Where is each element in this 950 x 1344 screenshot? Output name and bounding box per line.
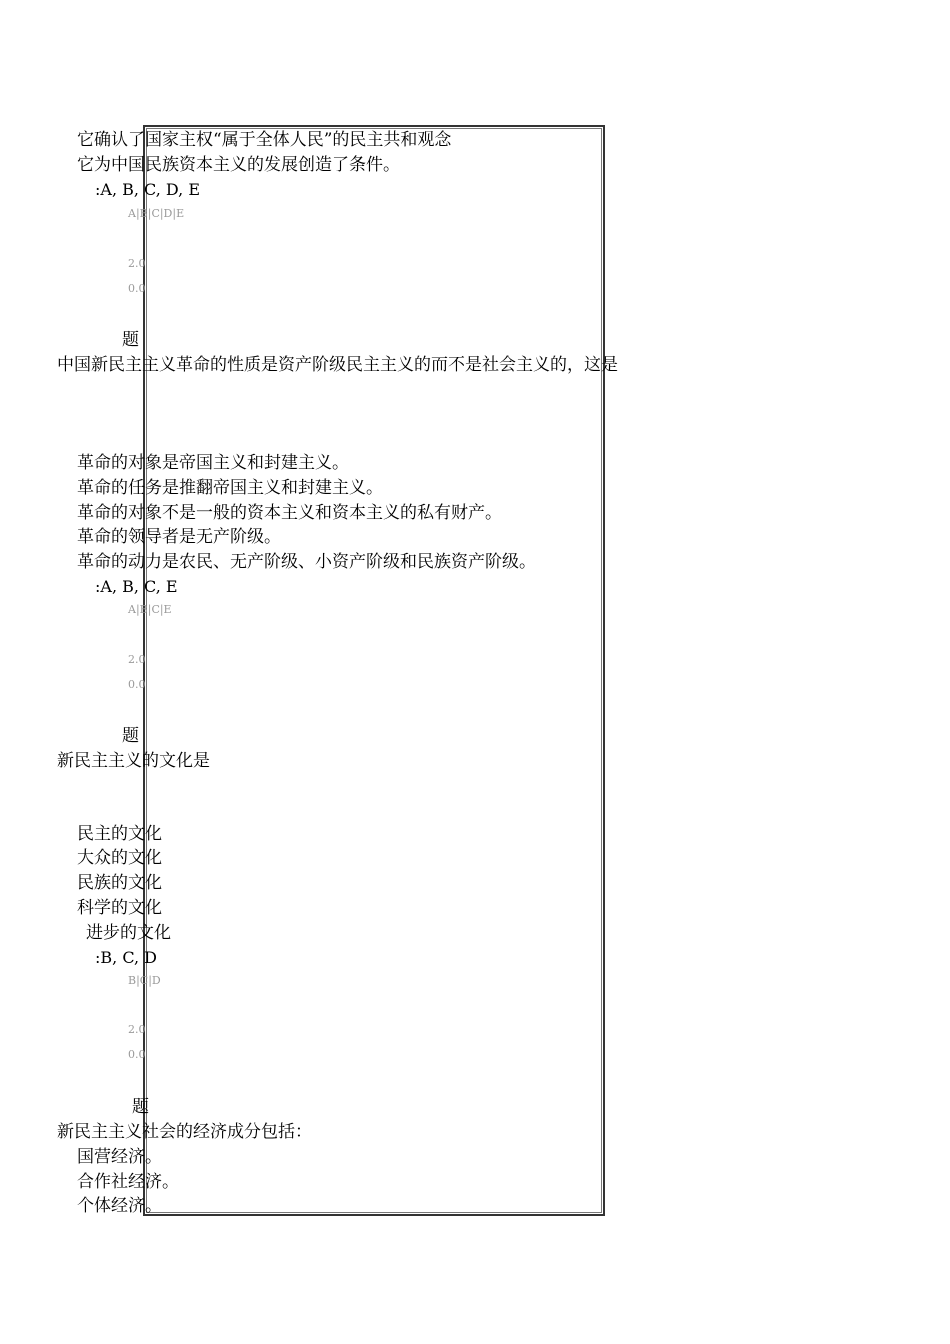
option-text: 个体经济。: [77, 1196, 162, 1216]
option-text: 科学的文化: [77, 898, 162, 918]
question-heading: 题: [122, 330, 139, 350]
answer-key: :A, B, C, E: [95, 577, 178, 596]
score-value: 2.0: [128, 653, 146, 666]
question-text: 中国新民主主义革命的性质是资产阶级民主主义的而不是社会主义的，这是: [57, 355, 618, 375]
answer-key: :B, C, D: [95, 948, 157, 967]
question-text: 新民主主义社会的经济成分包括：: [57, 1122, 312, 1142]
option-text: 民主的文化: [77, 824, 162, 844]
option-text: 进步的文化: [86, 923, 171, 943]
choice-list: A|B|C|E: [128, 603, 172, 616]
option-text: 革命的动力是农民、无产阶级、小资产阶级和民族资产阶级。: [77, 552, 536, 572]
answer-key: :A, B, C, D, E: [95, 180, 200, 199]
option-text: 国营经济。: [77, 1147, 162, 1167]
option-text: 革命的任务是推翻帝国主义和封建主义。: [77, 478, 383, 498]
option-text: 大众的文化: [77, 848, 162, 868]
obtained-score: 0.0: [128, 1048, 146, 1061]
question-heading: 题: [122, 726, 139, 746]
question-heading: 题: [132, 1097, 149, 1117]
choice-list: A|B|C|D|E: [128, 207, 185, 220]
option-text: 革命的对象是帝国主义和封建主义。: [77, 453, 349, 473]
page-frame: [143, 125, 605, 1216]
option-text: 它确认了国家主权“属于全体人民”的民主共和观念: [77, 130, 452, 150]
score-value: 2.0: [128, 1023, 146, 1036]
option-text: 它为中国民族资本主义的发展创造了条件。: [77, 155, 400, 175]
obtained-score: 0.0: [128, 282, 146, 295]
option-text: 合作社经济。: [77, 1172, 179, 1192]
question-text: 新民主主义的文化是: [57, 751, 210, 771]
score-value: 2.0: [128, 257, 146, 270]
option-text: 革命的对象不是一般的资本主义和资本主义的私有财产。: [77, 503, 502, 523]
obtained-score: 0.0: [128, 678, 146, 691]
option-text: 革命的领导者是无产阶级。: [77, 527, 281, 547]
option-text: 民族的文化: [77, 873, 162, 893]
choice-list: B|C|D: [128, 974, 161, 987]
